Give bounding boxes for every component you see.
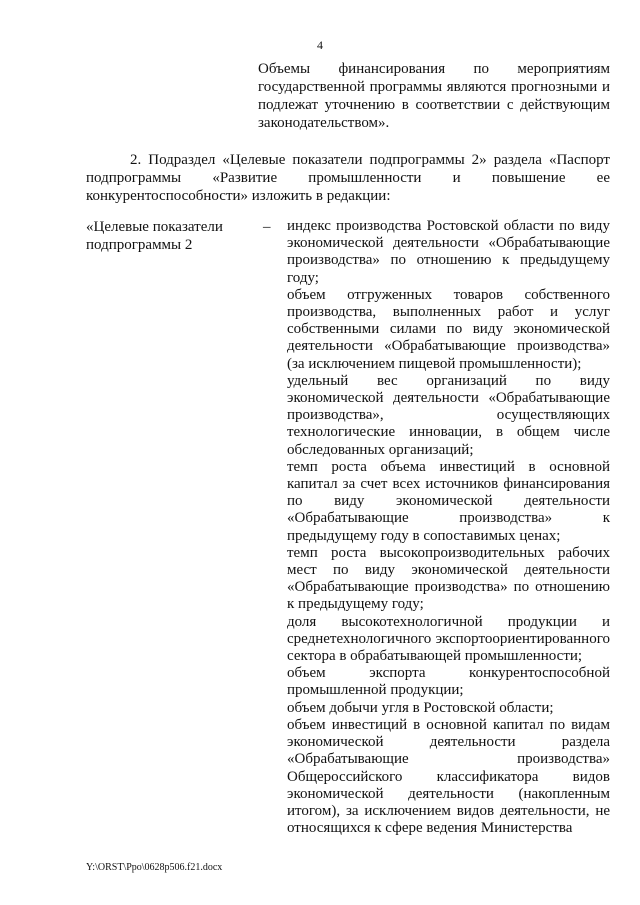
- indicator-item: удельный вес организаций по виду экономической деятельности «Обрабатывающие производства», осуществляющих технологические инновации, в общем числе обследованных организаций;: [287, 372, 610, 458]
- intro-paragraph: Объемы финансирования по мероприятиям государственной программы являются прогнозными и подлежат уточнению в соответствии с действующим законодательством».: [258, 61, 610, 131]
- indicator-item: доля высокотехнологичной продукции и среднетехнологичного экспортоориентированного сектора в обрабатывающей промышленности;: [287, 613, 610, 665]
- file-path-footer: Y:\ORST\Ppo\0628p506.f21.docx: [86, 862, 223, 873]
- section-paragraph: 2. Подраздел «Целевые показатели подпрограммы 2» раздела «Паспорт подпрограммы «Развитие промышленности и повышение ее конкурентоспособности» изложить в редакции:: [86, 152, 610, 204]
- indicator-item: объем добычи угля в Ростовской области;: [287, 699, 554, 716]
- indicator-item: объем экспорта конкурентоспособной промышленной продукции;: [287, 665, 610, 699]
- indicator-item: объем отгруженных товаров собственного производства, выполненных работ и услуг собственными силами по виду экономической деятельности «Обрабатывающие производства» (за исключением пищевой промышленности);: [287, 286, 610, 372]
- indicator-item: объем инвестиций в основной капитал по видам экономической деятельности раздела «Обрабатывающие производства» Общероссийского классификатора видов экономической деятельности (накопленным итогом), за исключением видов деятельности, не относящихся к сфере ведения Министерства: [287, 716, 610, 837]
- indicator-item: темп роста высокопроизводительных рабочих мест по виду экономической деятельности «Обрабатывающие производства» по отношению к предыдущему году;: [287, 544, 610, 613]
- indicator-item: индекс производства Ростовской области по виду экономической деятельности «Обрабатывающие производства» по отношению к предыдущему году;: [287, 218, 610, 286]
- page-number: 4: [317, 38, 323, 52]
- indicators-dash: –: [263, 219, 271, 235]
- indicators-list: [287, 218, 610, 837]
- indicators-label: «Целевые показатели подпрограммы 2: [86, 219, 223, 253]
- indicator-item: темп роста объема инвестиций в основной капитал за счет всех источников финансирования по виду экономической деятельности «Обрабатывающие производства» к предыдущему году в сопоставимых ценах;: [287, 458, 610, 544]
